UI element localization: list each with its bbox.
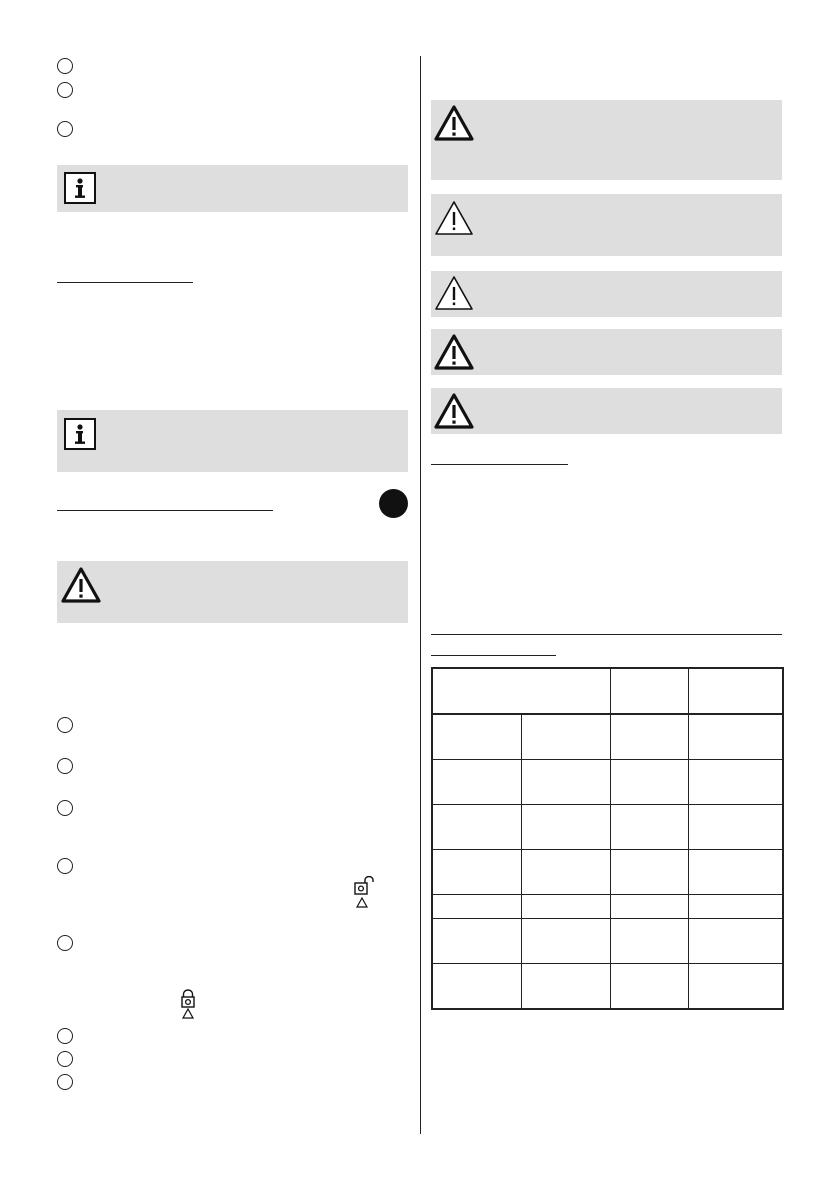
table-cell: [432, 850, 521, 895]
table-cell: [610, 805, 688, 850]
table-row: [432, 850, 783, 895]
caution-triangle-icon: [433, 199, 475, 237]
step-number-circle: [57, 1051, 73, 1067]
table-cell: [688, 714, 783, 760]
table-cell: [521, 919, 610, 964]
spec-table: [431, 667, 784, 1010]
table-cell: [610, 919, 688, 964]
table-cell: [688, 805, 783, 850]
table-cell: [521, 760, 610, 805]
step-number-circle: [57, 935, 73, 951]
step-number-circle: [57, 858, 73, 874]
table-cell: [432, 805, 521, 850]
caution-box: [431, 271, 782, 317]
step-number-circle: [57, 82, 73, 98]
column-divider: [420, 56, 421, 1134]
table-header-cell: [610, 668, 688, 714]
table-cell: [688, 919, 783, 964]
table-cell: [521, 964, 610, 1010]
info-note-box: [57, 410, 408, 472]
padlock-closed-icon: [180, 989, 196, 1009]
table-cell: [610, 895, 688, 919]
step-number-circle: [57, 1028, 73, 1044]
table-cell: [521, 805, 610, 850]
table-cell: [610, 760, 688, 805]
info-note-box: [57, 165, 408, 212]
table-row: [432, 760, 783, 805]
table-cell: [432, 760, 521, 805]
section-heading-underline: [431, 464, 568, 465]
table-header-cell: [688, 668, 783, 714]
warning-triangle-icon: [433, 104, 475, 142]
table-cell: [432, 964, 521, 1010]
table-cell: [688, 895, 783, 919]
table-row: [432, 805, 783, 850]
table-header-cell: [432, 668, 610, 714]
step-number-circle: [57, 121, 73, 137]
table-row: [432, 964, 783, 1010]
info-icon: [64, 172, 96, 204]
table-cell: [610, 850, 688, 895]
triangle-marker-icon: [356, 897, 368, 908]
warning-box: [57, 561, 408, 623]
table-cell: [521, 714, 610, 760]
table-cell: [521, 850, 610, 895]
section-heading-underline: [57, 282, 193, 283]
table-cell: [432, 895, 521, 919]
table-cell: [432, 714, 521, 760]
info-icon: [64, 418, 96, 450]
table-cell: [521, 895, 610, 919]
table-cell: [688, 760, 783, 805]
section-heading-underline: [57, 510, 273, 511]
warning-triangle-icon: [433, 333, 475, 371]
caution-triangle-icon: [433, 274, 475, 312]
section-heading-underline: [431, 634, 782, 635]
step-number-circle: [57, 58, 73, 74]
table-cell: [688, 964, 783, 1010]
step-number-circle: [57, 1074, 73, 1090]
table-cell: [432, 919, 521, 964]
warning-triangle-icon: [433, 392, 475, 430]
warning-box: [431, 329, 782, 375]
step-number-circle: [57, 717, 73, 733]
step-number-circle: [57, 758, 73, 774]
warning-box: [431, 100, 782, 180]
table-row: [432, 714, 783, 760]
section-marker-dot: [379, 489, 408, 518]
table-row: [432, 895, 783, 919]
step-number-circle: [57, 800, 73, 816]
table-row: [432, 919, 783, 964]
table-cell: [688, 850, 783, 895]
table-cell: [610, 714, 688, 760]
table-cell: [610, 964, 688, 1010]
warning-box: [431, 388, 782, 434]
section-heading-underline: [431, 655, 556, 656]
warning-triangle-icon: [60, 566, 102, 604]
caution-box: [431, 194, 782, 256]
triangle-marker-icon: [182, 1008, 194, 1019]
table-header-row: [432, 668, 783, 714]
padlock-open-icon: [352, 876, 376, 896]
